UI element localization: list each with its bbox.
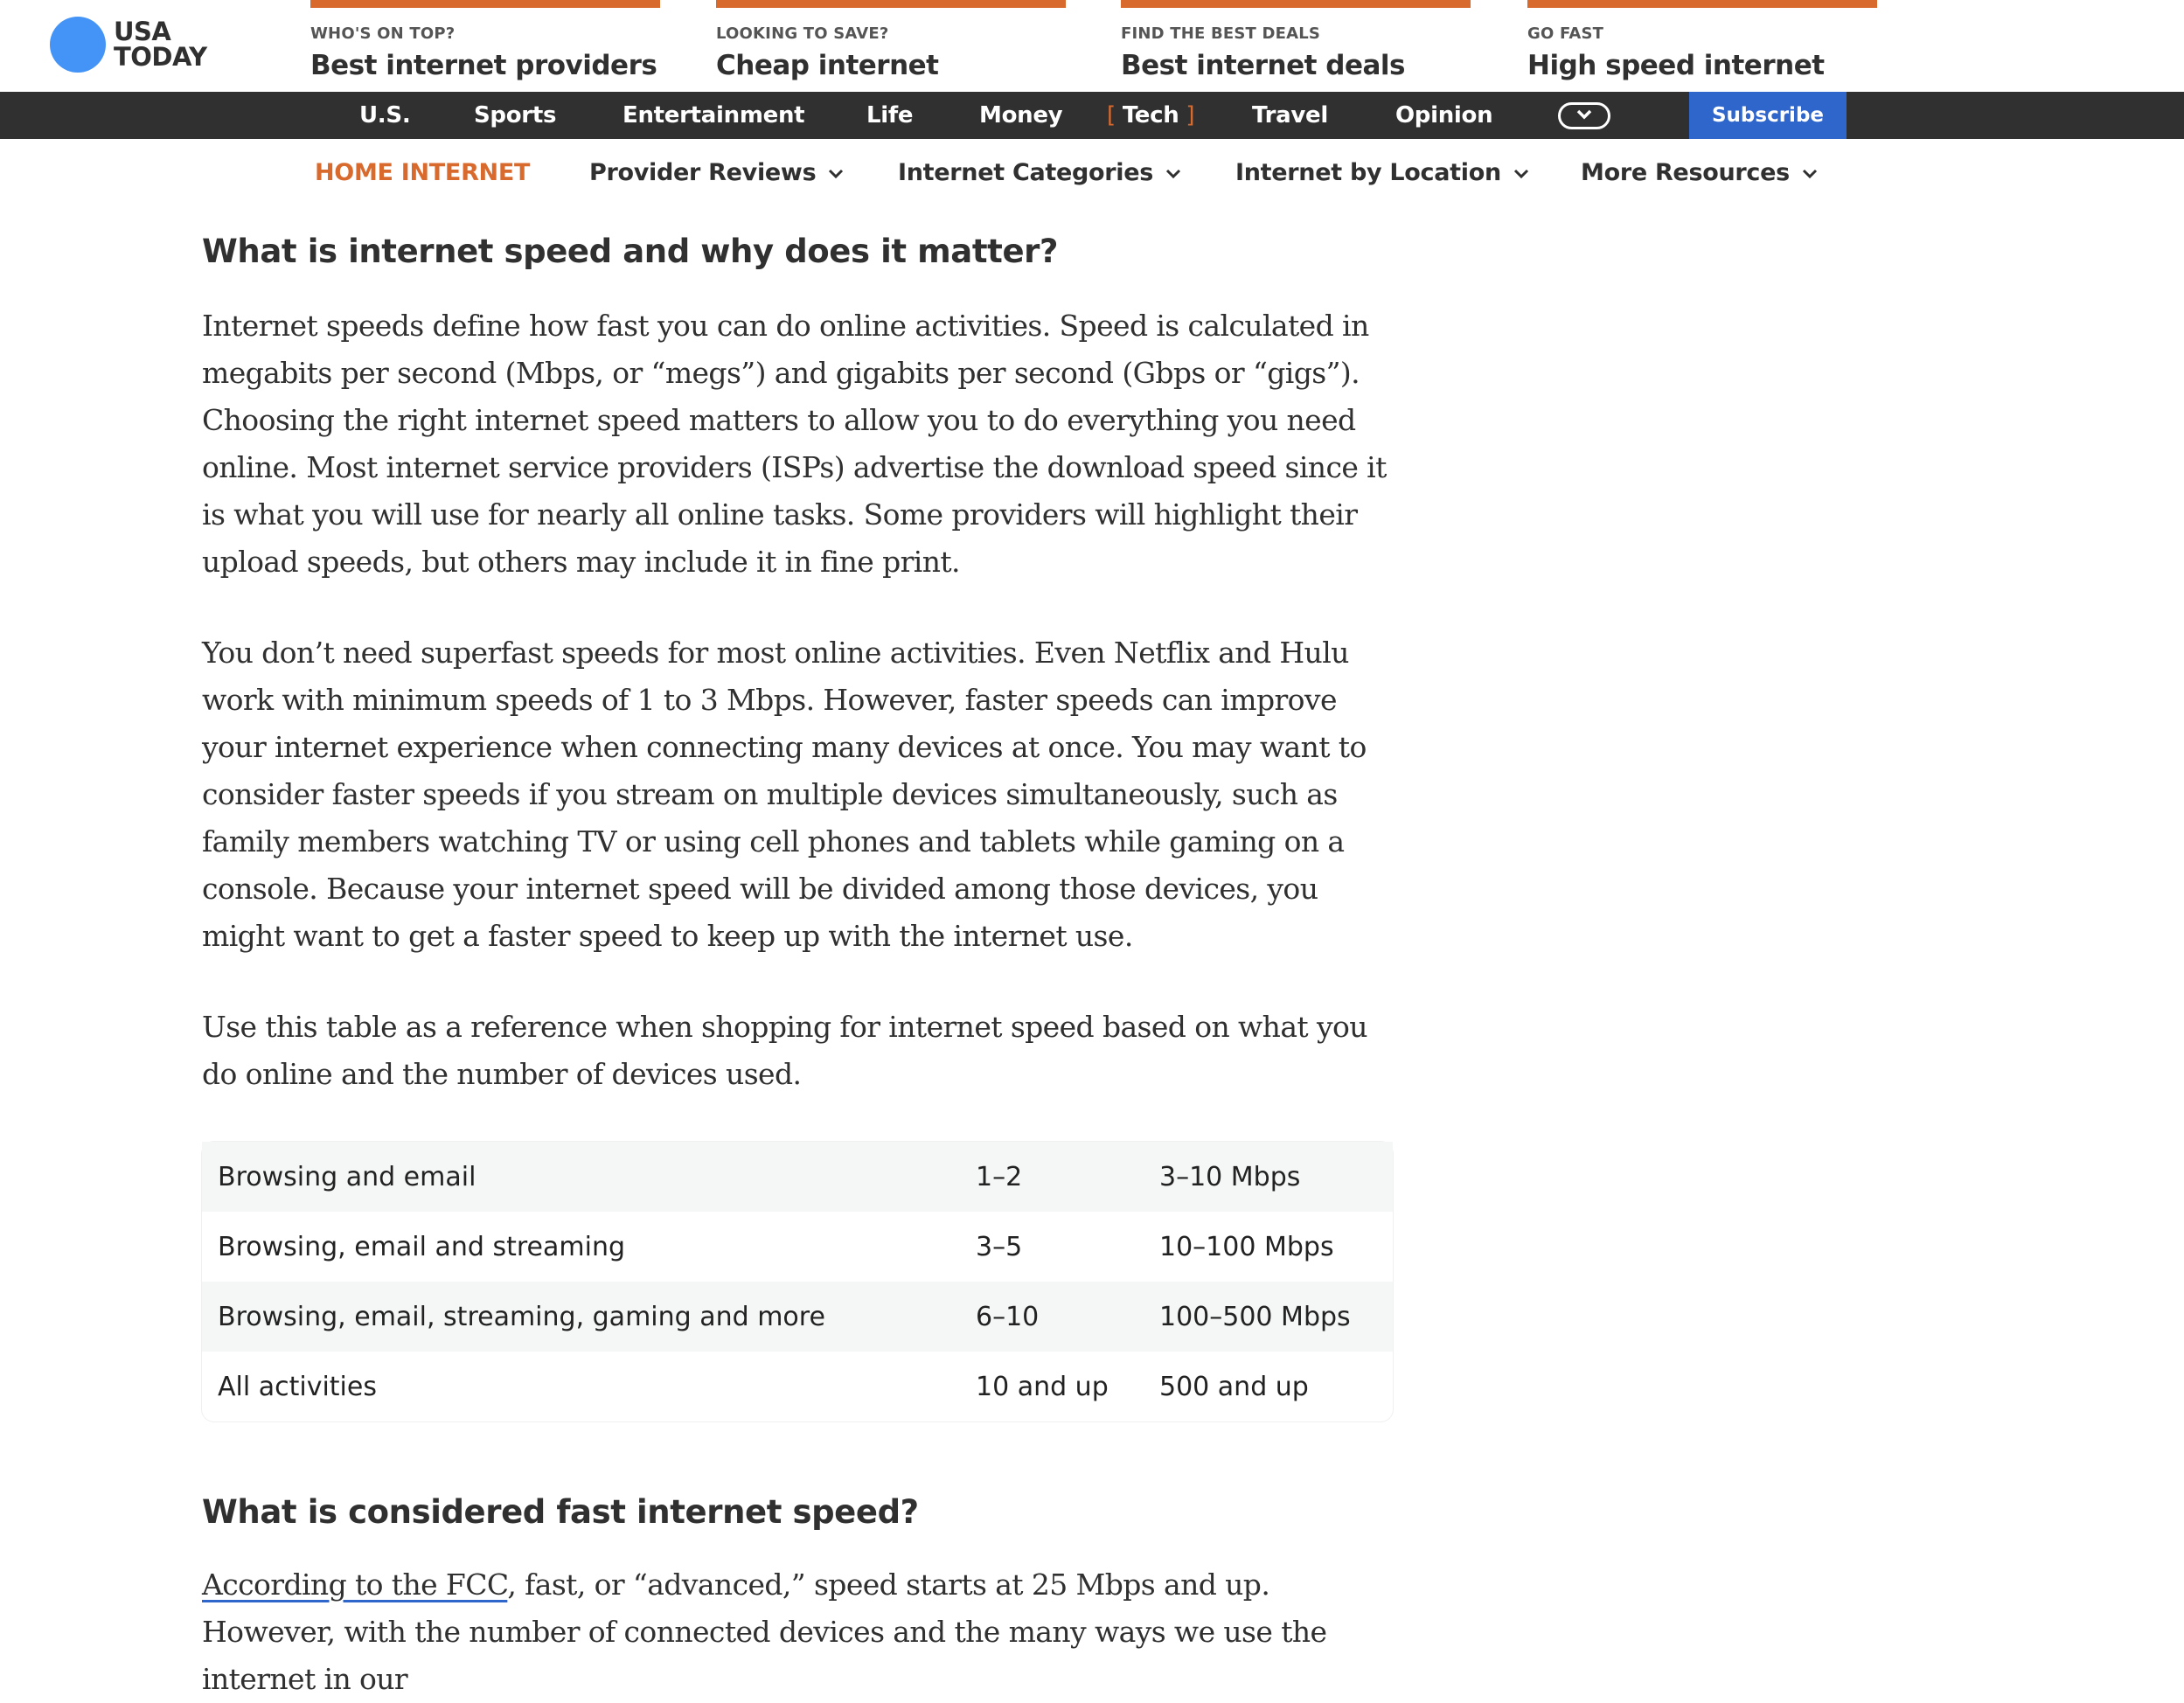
promo-best-providers[interactable]	[310, 0, 660, 81]
subnav-home-internet[interactable]: HOME INTERNET	[315, 159, 531, 186]
nav-travel[interactable]: Travel	[1252, 102, 1328, 129]
nav-opinion[interactable]: Opinion	[1395, 102, 1493, 129]
nav-tech[interactable]	[1107, 92, 1194, 139]
table-cell: 6–10	[976, 1301, 1040, 1332]
chevron-down-icon	[1575, 109, 1593, 120]
promo-title[interactable]: High speed internet	[1527, 50, 1825, 81]
promo-high-speed[interactable]	[1527, 0, 1877, 81]
paragraph	[202, 1561, 1393, 1703]
chevron-down-icon	[828, 169, 844, 179]
table-cell: 10–100 Mbps	[1159, 1231, 1334, 1262]
promo-title[interactable]: Cheap internet	[716, 50, 939, 81]
subnav-label: Internet Categories	[898, 159, 1154, 186]
section-heading: What is internet speed and why does it matter?	[202, 233, 1059, 270]
nav-sports[interactable]: Sports	[474, 102, 557, 129]
subnav-provider-reviews[interactable]	[589, 159, 844, 186]
table-row	[202, 1142, 1393, 1212]
table-row	[202, 1352, 1393, 1421]
paragraph: Internet speeds define how fast you can do online activities. Speed is calculated in megabits per second (Mbps, or “megs”) and gigabits per second (Gbps or “gigs”). Choosing the right internet speed matters to allow you to do everything you need online. Most internet service providers (ISPs) advertise the download speed since it is what you will use for nearly all online tasks. Some providers will highlight their upload speeds, but others may include it in fine print.	[202, 309, 1387, 579]
nav-life[interactable]: Life	[866, 102, 914, 129]
nav-tech-label: Tech	[1122, 102, 1179, 129]
promo-bar	[1527, 0, 1877, 8]
table-cell: All activities	[218, 1371, 377, 1402]
promo-bar	[1121, 0, 1471, 8]
table-cell: 10 and up	[976, 1371, 1109, 1402]
promo-title[interactable]: Best internet deals	[1121, 50, 1405, 81]
promo-kicker: GO FAST	[1527, 24, 1604, 43]
logo[interactable]	[114, 19, 207, 70]
table-cell: 3–5	[976, 1231, 1023, 1262]
chevron-down-icon	[1802, 169, 1818, 179]
main-nav	[0, 92, 2184, 139]
table-cell: Browsing, email and streaming	[218, 1231, 626, 1262]
promo-kicker: WHO'S ON TOP?	[310, 24, 456, 43]
promo-best-deals[interactable]	[1121, 0, 1471, 81]
subnav-label: Internet by Location	[1235, 159, 1501, 186]
section-heading: What is considered fast internet speed?	[202, 1493, 919, 1531]
table-row	[202, 1212, 1393, 1282]
nav-us[interactable]: U.S.	[359, 102, 411, 129]
table-row	[202, 1282, 1393, 1352]
table-cell: 100–500 Mbps	[1159, 1301, 1351, 1332]
table-cell: 3–10 Mbps	[1159, 1161, 1301, 1192]
speed-table	[202, 1142, 1393, 1421]
chevron-down-icon	[1513, 169, 1529, 179]
promo-bar	[716, 0, 1066, 8]
subnav-label: Provider Reviews	[589, 159, 817, 186]
fcc-link[interactable]: According to the FCC	[202, 1567, 508, 1602]
promo-kicker: LOOKING TO SAVE?	[716, 24, 889, 43]
bracket-right: ]	[1179, 102, 1195, 129]
promo-kicker: FIND THE BEST DEALS	[1121, 24, 1321, 43]
logo-circle[interactable]	[50, 17, 106, 73]
bracket-left: [	[1107, 102, 1123, 129]
subscribe-button[interactable]: Subscribe	[1689, 92, 1847, 139]
nav-entertainment[interactable]: Entertainment	[623, 102, 805, 129]
table-cell: 500 and up	[1159, 1371, 1309, 1402]
table-cell: Browsing and email	[218, 1161, 476, 1192]
logo-line2: TODAY	[114, 42, 207, 72]
table-cell: 1–2	[976, 1161, 1023, 1192]
nav-money[interactable]: Money	[979, 102, 1063, 129]
subnav-internet-categories[interactable]	[898, 159, 1181, 186]
paragraph: You don’t need superfast speeds for most online activities. Even Netflix and Hulu work with minimum speeds of 1 to 3 Mbps. However, faster speeds can improve your internet experience when connecting many devices at once. You may want to consider faster speeds if you stream on multiple devices simultaneously, such as family members watching TV or using cell phones and tablets while gaming on a console. Because your internet speed will be divided among those devices, you might want to get a faster speed to keep up with the internet use.	[202, 636, 1367, 953]
subnav-label: More Resources	[1581, 159, 1790, 186]
subnav-internet-by-location[interactable]	[1235, 159, 1529, 186]
more-sections-button[interactable]	[1558, 102, 1610, 129]
promo-title[interactable]: Best internet providers	[310, 50, 657, 81]
promo-cheap-internet[interactable]	[716, 0, 1066, 81]
logo-line1: USA	[114, 17, 171, 46]
paragraph-text: , fast, or “advanced,” speed starts at 25 Mbps and up. However, with the number of connected devices and the many ways we use the internet in our	[202, 1567, 1327, 1696]
chevron-down-icon	[1165, 169, 1181, 179]
article-body	[202, 229, 1393, 1703]
paragraph: Use this table as a reference when shopping for internet speed based on what you do online and the number of devices used.	[202, 1010, 1367, 1091]
table-cell: Browsing, email, streaming, gaming and more	[218, 1301, 825, 1332]
promo-bar	[310, 0, 660, 8]
subnav-more-resources[interactable]	[1581, 159, 1818, 186]
